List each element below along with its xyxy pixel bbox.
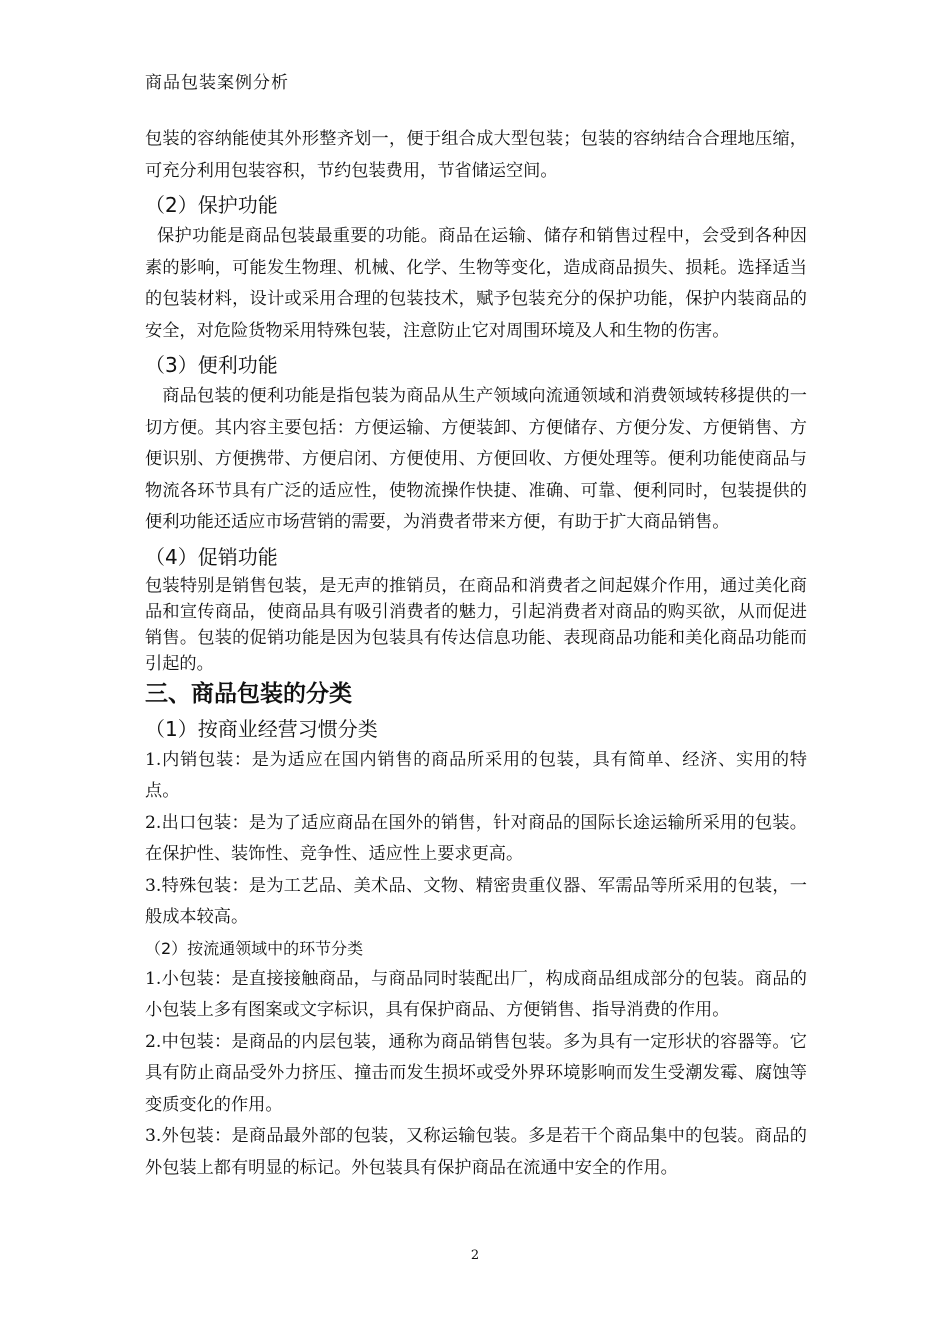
paragraph-special-packaging: 3.特殊包装：是为工艺品、美术品、文物、精密贵重仪器、军需品等所采用的包装，一般成本较高。: [145, 875, 807, 927]
paragraph-protection: 保护功能是商品包装最重要的功能。商品在运输、储存和销售过程中，会受到各种因素的影响，可能发生物理、机械、化学、生物等变化，造成商品损失、损耗。选择适当的包装材料，设计或采用合理的包装技术，赋予包装充分的保护功能，保护内装商品的安全，对危险货物采用特殊包装，注意防止它对周围环境及人和生物的伤害。: [145, 226, 807, 341]
heading-circulation-classification: （2）按流通领域中的环节分类: [145, 938, 364, 958]
paragraph-export-packaging: 2.出口包装：是为了适应商品在国外的销售，针对商品的国际长途运输所采用的包装。在保护性、装饰性、竞争性、适应性上要求更高。: [145, 812, 807, 864]
paragraph-small-packaging: 1.小包装：是直接接触商品，与商品同时装配出厂，构成商品组成部分的包装。商品的小包装上多有图案或文字标识，具有保护商品、方便销售、指导消费的作用。: [145, 968, 807, 1020]
heading-promotion-function: （4）促销功能: [145, 544, 278, 569]
document-body: [145, 124, 807, 1184]
paragraph-convenience: 商品包装的便利功能是指包装为商品从生产领域向流通领域和消费领域转移提供的一切方便。其内容主要包括：方便运输、方便装卸、方便储存、方便分发、方便销售、方便识别、方便携带、方便启闭、方便使用、方便回收、方便处理等。便利功能使商品与物流各环节具有广泛的适应性，使物流操作快捷、准确、可靠、便利同时，包装提供的便利功能还适应市场营销的需要，为消费者带来方便，有助于扩大商品销售。: [145, 386, 807, 532]
heading-business-classification: （1）按商业经营习惯分类: [145, 716, 378, 741]
heading-protection-function: （2）保护功能: [145, 193, 278, 217]
page-number: 2: [470, 1248, 480, 1263]
paragraph-capacity: 包装的容纳能使其外形整齐划一，便于组合成大型包装；包装的容纳结合合理地压缩，可充分利用包装容积，节约包装费用，节省储运空间。: [145, 129, 807, 181]
paragraph-domestic-packaging: 1.内销包装：是为适应在国内销售的商品所采用的包装，具有简单、经济、实用的特点。: [145, 749, 807, 801]
page-header-title: 商品包装案例分析: [145, 73, 289, 93]
paragraph-middle-packaging: 2.中包装：是商品的内层包装，通称为商品销售包装。多为具有一定形状的容器等。它具有防止商品受外力挤压、撞击而发生损坏或受外界环境影响而发生受潮发霉、腐蚀等变质变化的作用。: [145, 1031, 807, 1115]
paragraph-promotion: 包装特别是销售包装，是无声的推销员，在商品和消费者之间起媒介作用，通过美化商品和宣传商品，使商品具有吸引消费者的魅力，引起消费者对商品的购买欲，从而促进销售。包装的促销功能是因为包装具有传达信息功能、表现商品功能和美化商品功能而引起的。: [145, 575, 807, 674]
section-heading-classification: 三、商品包装的分类: [145, 680, 352, 707]
heading-convenience-function: （3）便利功能: [145, 353, 278, 377]
paragraph-outer-packaging: 3.外包装：是商品最外部的包装，又称运输包装。多是若干个商品集中的包装。商品的外包装上都有明显的标记。外包装具有保护商品在流通中安全的作用。: [145, 1126, 807, 1178]
